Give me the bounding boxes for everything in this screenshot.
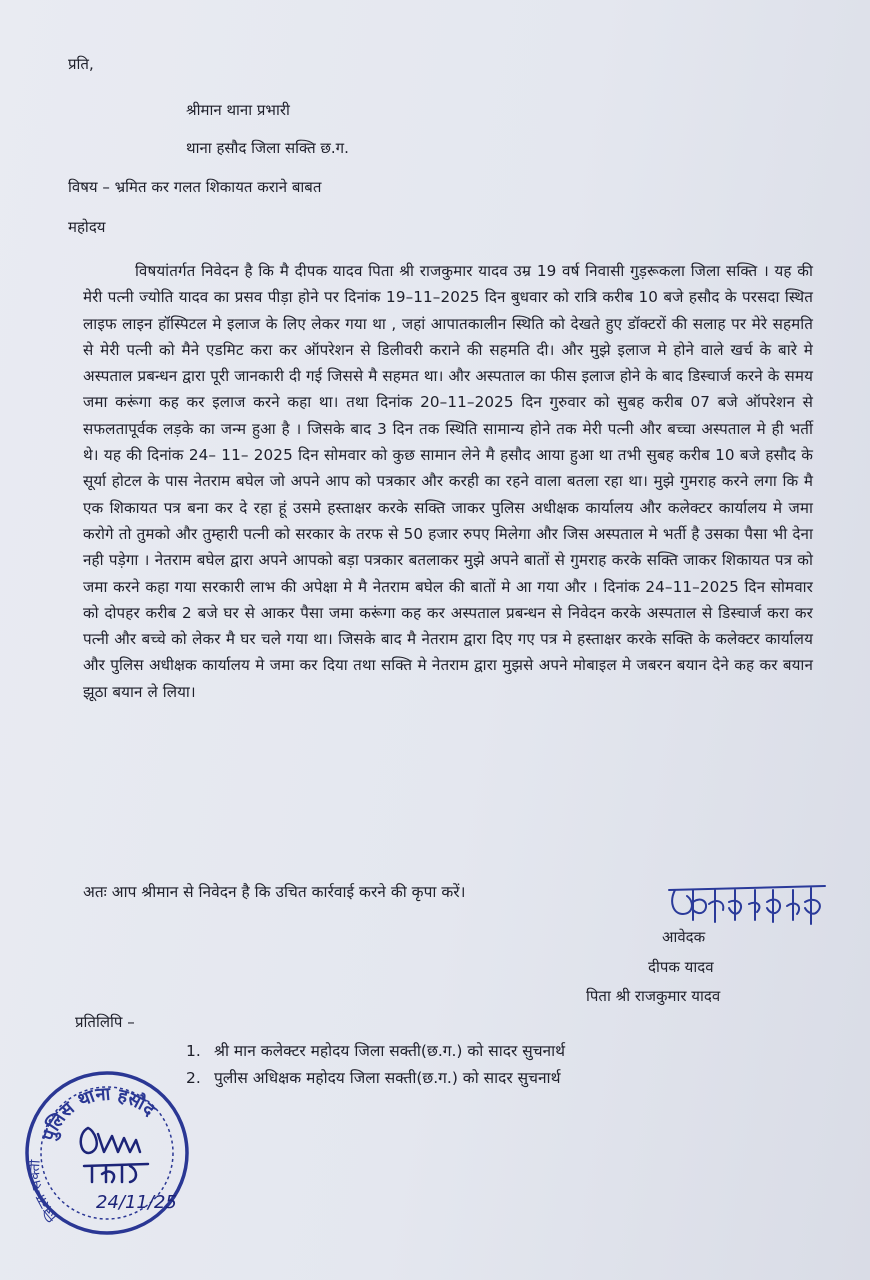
copy-to-list — [186, 1038, 565, 1092]
letter-body: विषयांतर्गत निवेदन है कि मै दीपक यादव पिता श्री राजकुमार यादव उम्र 19 वर्ष निवासी गुड़रूकला जिला सक्ति । यह की मेरी पत्नी ज्योति यादव का प्रसव पीड़ा होने पर दिनांक 19–11–2025 दिन बुधवार को रात्रि करीब 10 बजे हसौद के परसदा स्थित लाइफ लाइन हॉस्पिटल मे इलाज के लिए लेकर गया था , जहां आपातकालीन स्थिति को देखते हुए डॉक्टरों की सलाह पर मेरे सहमति से मेरी पत्नी को मैने एडमिट करा कर ऑपरेशन से डिलीवरी कराने की सहमति दी। और मुझे इलाज मे होने वाले खर्च के बारे मे अस्पताल प्रबन्धन द्वारा पूरी जानकारी दी गई जिससे मै सहमत था। और अस्पताल का फीस इलाज होने के बाद डिस्चार्ज करने के समय जमा करूंगा कह कर इलाज करने कहा था। तथा दिनांक 20–11–2025 दिन गुरुवार को सुबह करीब 07 बजे ऑपरेशन से सफलतापूर्वक लड़के का जन्म हुआ है । जिसके बाद 3 दिन तक स्थिति सामान्य होने तक मेरी पत्नी और बच्चा अस्पताल मे ही भर्ती थे। यह की दिनांक 24– 11– 2025 दिन सोमवार को कुछ सामान लेने मै हसौद आया हुआ था तभी सुबह करीब 10 बजे हसौद के सूर्या होटल के पास नेतराम बघेल जो अपने आप को पत्रकार और करही का रहने वाला बतला रहा था। मुझे गुमराह करने लगा कि मै एक शिकायत पत्र बना कर दे रहा हूं उसमे हस्ताक्षर करके सक्ति जाकर पुलिस अधीक्षक कार्यालय और कलेक्टर कार्यालय मे जमा करोगे तो तुमको और तुम्हारी पत्नी को सरकार के तरफ से 50 हजार रुपए मिलेगा और जिस अस्पताल मे भर्ती है उसका पैसा भी देना नही पड़ेगा । नेतराम बघेल द्वारा अपने आपको बड़ा पत्रकार बतलाकर मुझे अपने बातों से गुमराह करके सक्ति जाकर शिकायत पत्र को जमा करने कहा गया सरकारी लाभ की अपेक्षा मे मै नेतराम बघेल की बातों मे आ गया और । दिनांक 24–11–2025 दिन सोमवार को दोपहर करीब 2 बजे घर से आकर पैसा जमा करूंगा कह कर अस्पताल प्रबन्धन से निवेदन करके अस्पताल से डिस्चार्ज करा कर पत्नी और बच्चे को लेकर मै घर चले गया था। जिसके बाद मै नेतराम द्वारा दिए गए पत्र मे हस्ताक्षर करके सक्ति के कलेक्टर कार्यालय और पुलिस अधीक्षक कार्यालय मे जमा कर दिया तथा सक्ति मे नेतराम द्वारा मुझसे अपने मोबाइल मे जबरन बयान देने कह कर बयान झूठा बयान ले लिया। — [83, 262, 813, 701]
closing-request: अतः आप श्रीमान से निवेदन है कि उचित कार्रवाई करने की कृपा करें। — [83, 883, 466, 901]
applicant-name: दीपक यादव — [648, 958, 714, 976]
list-item-number: 2. — [186, 1069, 201, 1087]
police-station-stamp — [22, 1068, 192, 1238]
copy-to-label: प्रतिलिपि – — [75, 1013, 135, 1031]
list-item-number: 1. — [186, 1042, 201, 1060]
list-item — [186, 1038, 565, 1065]
prati-label: प्रति, — [68, 55, 94, 73]
salutation: महोदय — [68, 218, 106, 236]
recipient-line-2: थाना हसौद जिला सक्ति छ.ग. — [186, 139, 349, 157]
stamp-date: 24/11/25 — [96, 1192, 177, 1213]
applicant-role: आवेदक — [662, 928, 706, 946]
list-item — [186, 1065, 565, 1092]
list-item-text: पुलीस अधिक्षक महोदय जिला सक्ती(छ.ग.) को सादर सुचनार्थ — [214, 1069, 561, 1087]
stamp-side-text: जिला-सक्ती — [26, 1159, 62, 1224]
recipient-line-1: श्रीमान थाना प्रभारी — [186, 101, 290, 119]
applicant-father: पिता श्री राजकुमार यादव — [586, 987, 721, 1005]
stamp-top-text: पुलिस थाना हसौद — [38, 1083, 159, 1144]
list-item-text: श्री मान कलेक्टर महोदय जिला सक्ती(छ.ग.) को सादर सुचनार्थ — [214, 1042, 566, 1060]
svg-text:जिला-सक्ती — [26, 1159, 62, 1224]
subject-line: विषय – भ्रमित कर गलत शिकायत कराने बाबत — [68, 178, 322, 196]
